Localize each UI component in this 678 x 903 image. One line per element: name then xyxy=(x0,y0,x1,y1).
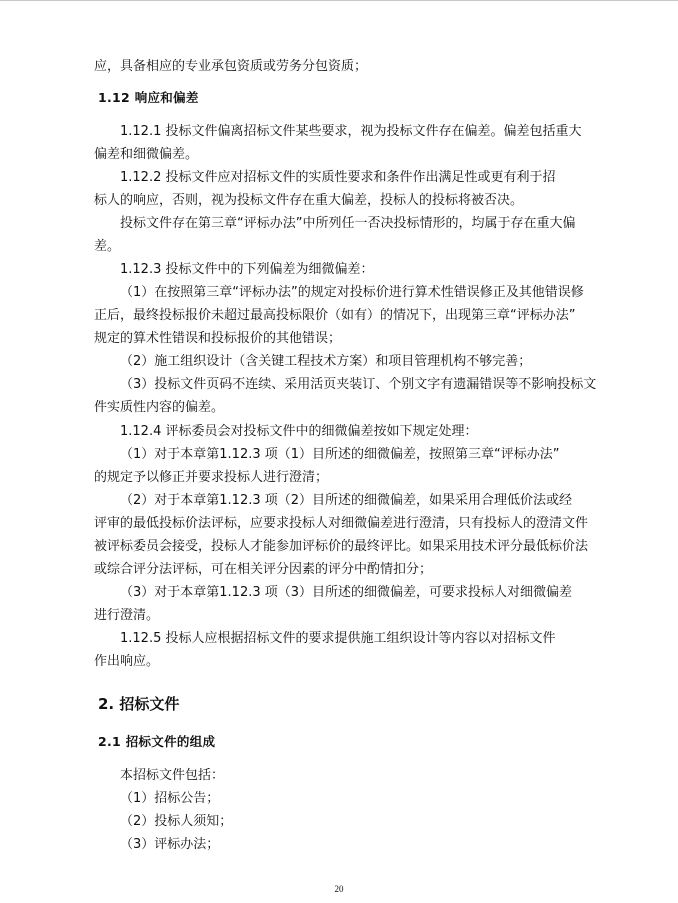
paragraph-reject-line1: 投标文件存在第三章“评标办法”中所列任一否决投标情形的，均属于存在重大偏 xyxy=(120,216,576,231)
list-item-3-line2: 件实质性内容的偏差。 xyxy=(94,400,225,415)
handling-item-1-line1: （1）对于本章第1.12.3 项（1）目所述的细微偏差，按照第三章“评标办法” xyxy=(120,447,560,462)
paragraph-1-12-4: 1.12.4 评标委员会对投标文件中的细微偏差按如下规定处理： xyxy=(120,424,478,439)
paragraph-1-12-3: 1.12.3 投标文件中的下列偏差为细微偏差： xyxy=(120,262,374,277)
paragraph-1-12-1-line1: 1.12.1 投标文件偏离招标文件某些要求，视为投标文件存在偏差。偏差包括重大 xyxy=(120,124,582,139)
handling-item-2-line1: （2）对于本章第1.12.3 项（2）目所述的细微偏差，如果采用合理低价法或经 xyxy=(120,493,573,508)
paragraph-includes: 本招标文件包括： xyxy=(120,768,225,783)
chapter-heading-2: 2. 招标文件 xyxy=(98,695,180,713)
handling-item-2-line3: 被评标委员会接受，投标人才能参加评标价的最终评比。如果采用技术评分最低标价法 xyxy=(94,539,589,554)
section-heading-2-1: 2.1 招标文件的组成 xyxy=(98,734,216,749)
document-list-item-2: （2）投标人须知； xyxy=(120,814,233,829)
handling-item-3-line1: （3）对于本章第1.12.3 项（3）目所述的细微偏差，可要求投标人对细微偏差 xyxy=(120,585,573,600)
list-item-1-line3: 规定的算术性错误和投标报价的其他错误； xyxy=(94,331,342,346)
list-item-1-line2: 正后，最终投标报价未超过最高投标限价（如有）的情况下，出现第三章“评标办法” xyxy=(94,308,576,323)
list-item-2: （2）施工组织设计（含关键工程技术方案）和项目管理机构不够完善； xyxy=(120,354,532,369)
paragraph-1-12-5-line2: 作出响应。 xyxy=(94,654,160,669)
page-number: 20 xyxy=(334,884,344,894)
paragraph-1-12-2-line2: 标人的响应，否则，视为投标文件存在重大偏差，投标人的投标将被否决。 xyxy=(94,193,524,208)
list-item-1-line1: （1）在按照第三章“评标办法”的规定对投标价进行算术性错误修正及其他错误修 xyxy=(120,285,584,300)
paragraph-reject-line2: 差。 xyxy=(94,239,121,254)
document-list-item-1: （1）招标公告； xyxy=(120,791,220,806)
section-heading-1-12: 1.12 响应和偏差 xyxy=(98,90,199,105)
paragraph-text: 应，具备相应的专业承包资质或劳务分包资质； xyxy=(94,59,368,74)
paragraph-1-12-2-line1: 1.12.2 投标文件应对招标文件的实质性要求和条件作出满足性或更有利于招 xyxy=(120,170,556,185)
paragraph-1-12-5-line1: 1.12.5 投标人应根据招标文件的要求提供施工组织设计等内容以对招标文件 xyxy=(120,631,556,646)
handling-item-2-line4: 或综合评分法评标，可在相关评分因素的评分中酌情扣分； xyxy=(94,562,433,577)
handling-item-3-line2: 进行澄清。 xyxy=(94,608,160,623)
list-item-3-line1: （3）投标文件页码不连续、采用活页夹装订、个别文字有遗漏错误等不影响投标文 xyxy=(120,377,597,392)
paragraph-1-12-1-line2: 偏差和细微偏差。 xyxy=(94,147,199,162)
handling-item-2-line2: 评审的最低投标价法评标，应要求投标人对细微偏差进行澄清，只有投标人的澄清文件 xyxy=(94,516,589,531)
document-list-item-3: （3）评标办法； xyxy=(120,837,220,852)
handling-item-1-line2: 的规定予以修正并要求投标人进行澄清； xyxy=(94,470,329,485)
